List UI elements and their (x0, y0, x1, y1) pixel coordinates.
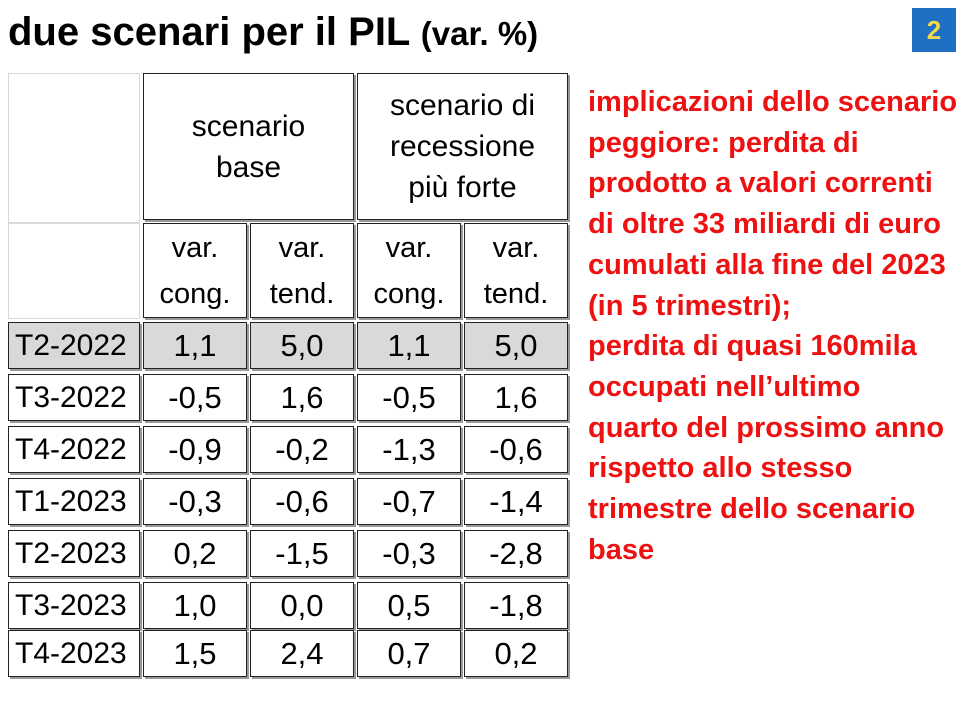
table-cell: 1,6 (250, 374, 354, 421)
note-paragraph: implicazioni dello scenario peggiore: perdita di prodotto a valori correnti di oltre 33 miliardi di euro cumulati alla fine del 2023 (in 5 trimestri); (588, 86, 958, 322)
subheader-line: var. (278, 231, 326, 264)
table-cell: 0,0 (250, 582, 354, 629)
table-cell: -0,3 (143, 478, 247, 525)
table-cell: -0,5 (143, 374, 247, 421)
subheader-cell (143, 223, 247, 318)
table-cell: 1,5 (143, 630, 247, 677)
header-line: base (215, 150, 282, 184)
subheader-line: cong. (159, 277, 231, 310)
table-cell: 0,5 (357, 582, 461, 629)
subheader-line: cong. (373, 277, 445, 310)
header-scenario-base (143, 73, 354, 220)
table-cell: 1,1 (357, 322, 461, 369)
row-label: T4-2023 (8, 630, 140, 677)
table-cell: 2,4 (250, 630, 354, 677)
header-line: scenario di (389, 89, 536, 122)
table-cell: 1,6 (464, 374, 568, 421)
table-cell: 0,2 (143, 530, 247, 577)
subheader-cell (250, 223, 354, 318)
table-cell: 0,2 (464, 630, 568, 677)
slide-title (8, 8, 538, 58)
subheader-line: var. (385, 231, 433, 264)
row-label: T2-2023 (8, 530, 140, 577)
table-cell: -0,5 (357, 374, 461, 421)
implications-notes (588, 82, 958, 570)
table-cell: 1,0 (143, 582, 247, 629)
subheader-cell (464, 223, 568, 318)
table-cell: -1,4 (464, 478, 568, 525)
header-line: recessione (389, 130, 536, 163)
table-corner-sub (8, 223, 140, 319)
table-corner-top (8, 73, 140, 223)
header-scenario-recession (357, 73, 568, 220)
subheader-cell (357, 223, 461, 318)
table-cell: -1,8 (464, 582, 568, 629)
table-cell: 1,1 (143, 322, 247, 369)
table-cell: -0,6 (250, 478, 354, 525)
table-cell: -1,3 (357, 426, 461, 473)
table-cell: -1,5 (250, 530, 354, 577)
subheader-line: var. (171, 231, 219, 264)
table-cell: -0,9 (143, 426, 247, 473)
header-line: scenario (191, 109, 306, 143)
table-cell: -2,8 (464, 530, 568, 577)
row-label: T4-2022 (8, 426, 140, 473)
table-cell: 0,7 (357, 630, 461, 677)
title-unit: (var. %) (420, 15, 539, 52)
header-line: più forte (408, 171, 517, 204)
table-cell: 5,0 (464, 322, 568, 369)
table-cell: -0,3 (357, 530, 461, 577)
subheader-line: tend. (269, 277, 335, 310)
table-cell: -0,2 (250, 426, 354, 473)
row-label: T2-2022 (8, 322, 140, 369)
note-paragraph: perdita di quasi 160mila occupati nell’ultimo quarto del prossimo anno rispetto allo stesso trimestre dello scenario base (588, 330, 945, 566)
title-main: due scenari per il PIL (8, 10, 410, 54)
subheader-line: tend. (483, 277, 549, 310)
table-cell: -0,6 (464, 426, 568, 473)
table-cell: -0,7 (357, 478, 461, 525)
table-cell: 5,0 (250, 322, 354, 369)
slide-number-badge: 2 (912, 8, 956, 52)
row-label: T3-2022 (8, 374, 140, 421)
row-label: T3-2023 (8, 582, 140, 629)
subheader-line: var. (492, 231, 540, 264)
row-label: T1-2023 (8, 478, 140, 525)
